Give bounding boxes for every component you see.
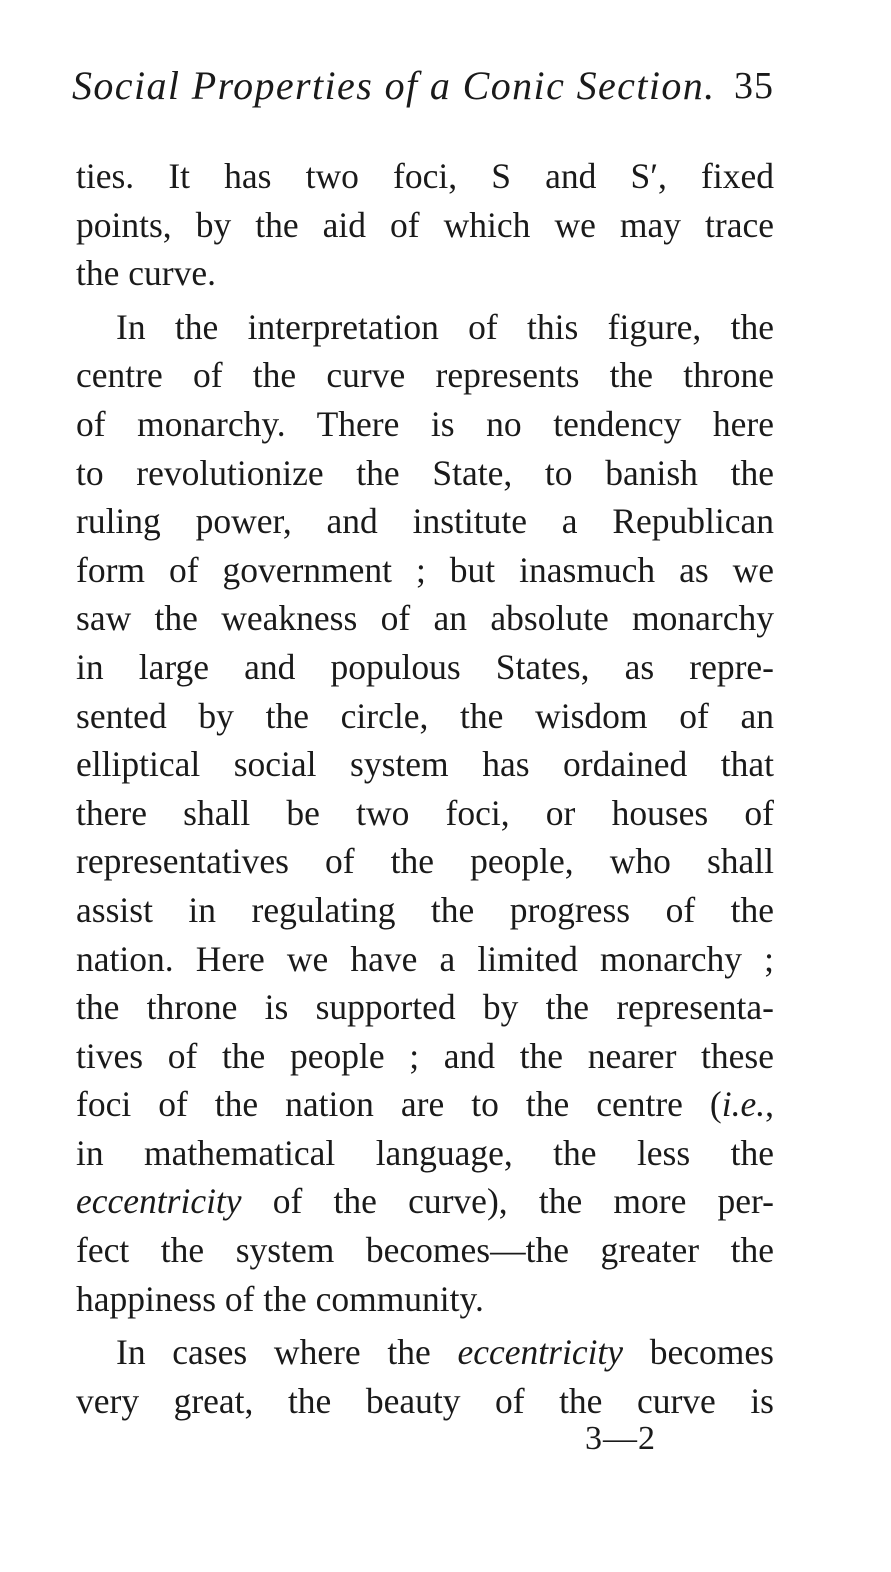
text-line: ties. It has two foci, S and S′, fixed bbox=[76, 156, 774, 196]
text-line: tives of the people ; and the nearer these bbox=[76, 1035, 774, 1076]
text-line: form of government ; but inasmuch as we bbox=[76, 549, 774, 590]
abbreviation-ie: i.e. bbox=[721, 1084, 766, 1125]
emphasis-eccentricity: eccentricity bbox=[76, 1181, 242, 1222]
text-run: , bbox=[765, 1084, 774, 1125]
text-line: there shall be two foci, or houses of bbox=[76, 792, 774, 833]
text-line bbox=[76, 1177, 774, 1226]
running-head bbox=[72, 62, 774, 118]
text-line: centre of the curve represents the throne bbox=[76, 355, 774, 396]
text-line: points, by the aid of which we may trace bbox=[76, 204, 774, 245]
text-line bbox=[76, 1080, 774, 1129]
text-line: elliptical social system has ordained that bbox=[76, 744, 774, 785]
text-run: of the curve), the more per- bbox=[241, 1181, 774, 1222]
text-line: nation. Here we have a limited monarchy ; bbox=[76, 938, 774, 979]
text-line: fect the system becomes—the greater the bbox=[76, 1230, 774, 1271]
text-line bbox=[76, 1328, 774, 1377]
text-run: In cases where the bbox=[116, 1332, 458, 1373]
text-line: In the interpretation of this figure, the bbox=[116, 306, 774, 347]
text-run: foci of the nation are to the centre ( bbox=[76, 1084, 722, 1125]
running-title: Social Properties of a Conic Section. bbox=[72, 63, 716, 108]
text-line: in mathematical language, the less the bbox=[76, 1132, 774, 1173]
text-line: in large and populous States, as repre- bbox=[76, 646, 774, 687]
text-line: happiness of the community. bbox=[76, 1278, 484, 1319]
text-line: very great, the beauty of the curve is bbox=[76, 1380, 774, 1421]
body-text bbox=[76, 152, 774, 1425]
text-run: becomes bbox=[623, 1332, 774, 1373]
page-number: 35 bbox=[734, 65, 774, 107]
text-line: saw the weakness of an absolute monarchy bbox=[76, 598, 774, 639]
text-line: the curve. bbox=[76, 253, 216, 294]
text-line: ruling power, and institute a Republican bbox=[76, 501, 774, 542]
text-line: sented by the circle, the wisdom of an bbox=[76, 695, 774, 736]
text-line: to revolutionize the State, to banish the bbox=[76, 452, 774, 493]
text-line: the throne is supported by the representa- bbox=[76, 987, 774, 1028]
signature-mark: 3—2 bbox=[585, 1420, 656, 1457]
text-line: representatives of the people, who shall bbox=[76, 841, 774, 882]
text-line: assist in regulating the progress of the bbox=[76, 889, 774, 930]
text-line: of monarchy. There is no tendency here bbox=[76, 403, 774, 444]
emphasis-eccentricity: eccentricity bbox=[457, 1332, 624, 1373]
